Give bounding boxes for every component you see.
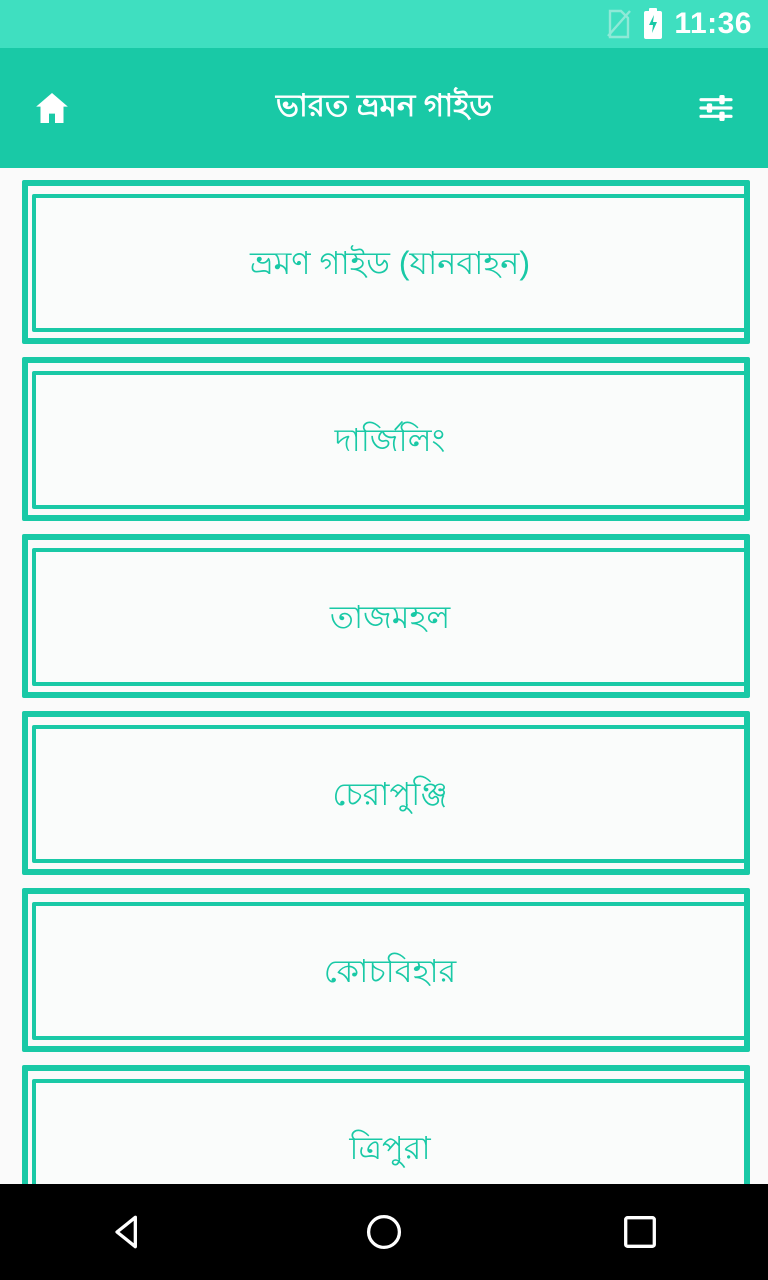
back-icon[interactable] <box>73 1184 183 1280</box>
list-item[interactable] <box>14 711 754 875</box>
list-item-card[interactable] <box>32 902 748 1040</box>
list-item-card[interactable] <box>32 1079 748 1184</box>
status-bar <box>0 0 768 48</box>
list-item-card[interactable] <box>32 548 748 686</box>
list-item-label: ত্রিপুরা <box>349 1129 431 1166</box>
list-item-label: দার্জিলিং <box>334 421 446 458</box>
guide-list <box>0 168 768 1184</box>
list-item-card[interactable] <box>32 371 748 509</box>
home-icon[interactable] <box>24 80 80 136</box>
list-item-card[interactable] <box>32 194 748 332</box>
recents-square-icon[interactable] <box>585 1184 695 1280</box>
page-title: ভারত ভ্রমন গাইড <box>275 88 493 123</box>
list-item[interactable] <box>14 180 754 344</box>
sim-card-off-icon <box>606 9 632 39</box>
list-item[interactable] <box>14 1065 754 1184</box>
list-item-label: তাজমহল <box>329 598 451 635</box>
list-item-label: কোচবিহার <box>323 952 457 989</box>
app-bar <box>0 48 768 168</box>
list-item-card[interactable] <box>32 725 748 863</box>
home-circle-icon[interactable] <box>329 1184 439 1280</box>
list-item-label: চেরাপুঞ্জি <box>332 775 448 812</box>
list-item-label: ভ্রমণ গাইড (যানবাহন) <box>250 244 530 281</box>
battery-charging-icon <box>642 8 664 40</box>
list-item[interactable] <box>14 357 754 521</box>
system-navigation-bar <box>0 1184 768 1280</box>
list-item[interactable] <box>14 888 754 1052</box>
list-item[interactable] <box>14 534 754 698</box>
status-time: 11:36 <box>674 7 752 40</box>
tune-settings-icon[interactable] <box>688 80 744 136</box>
